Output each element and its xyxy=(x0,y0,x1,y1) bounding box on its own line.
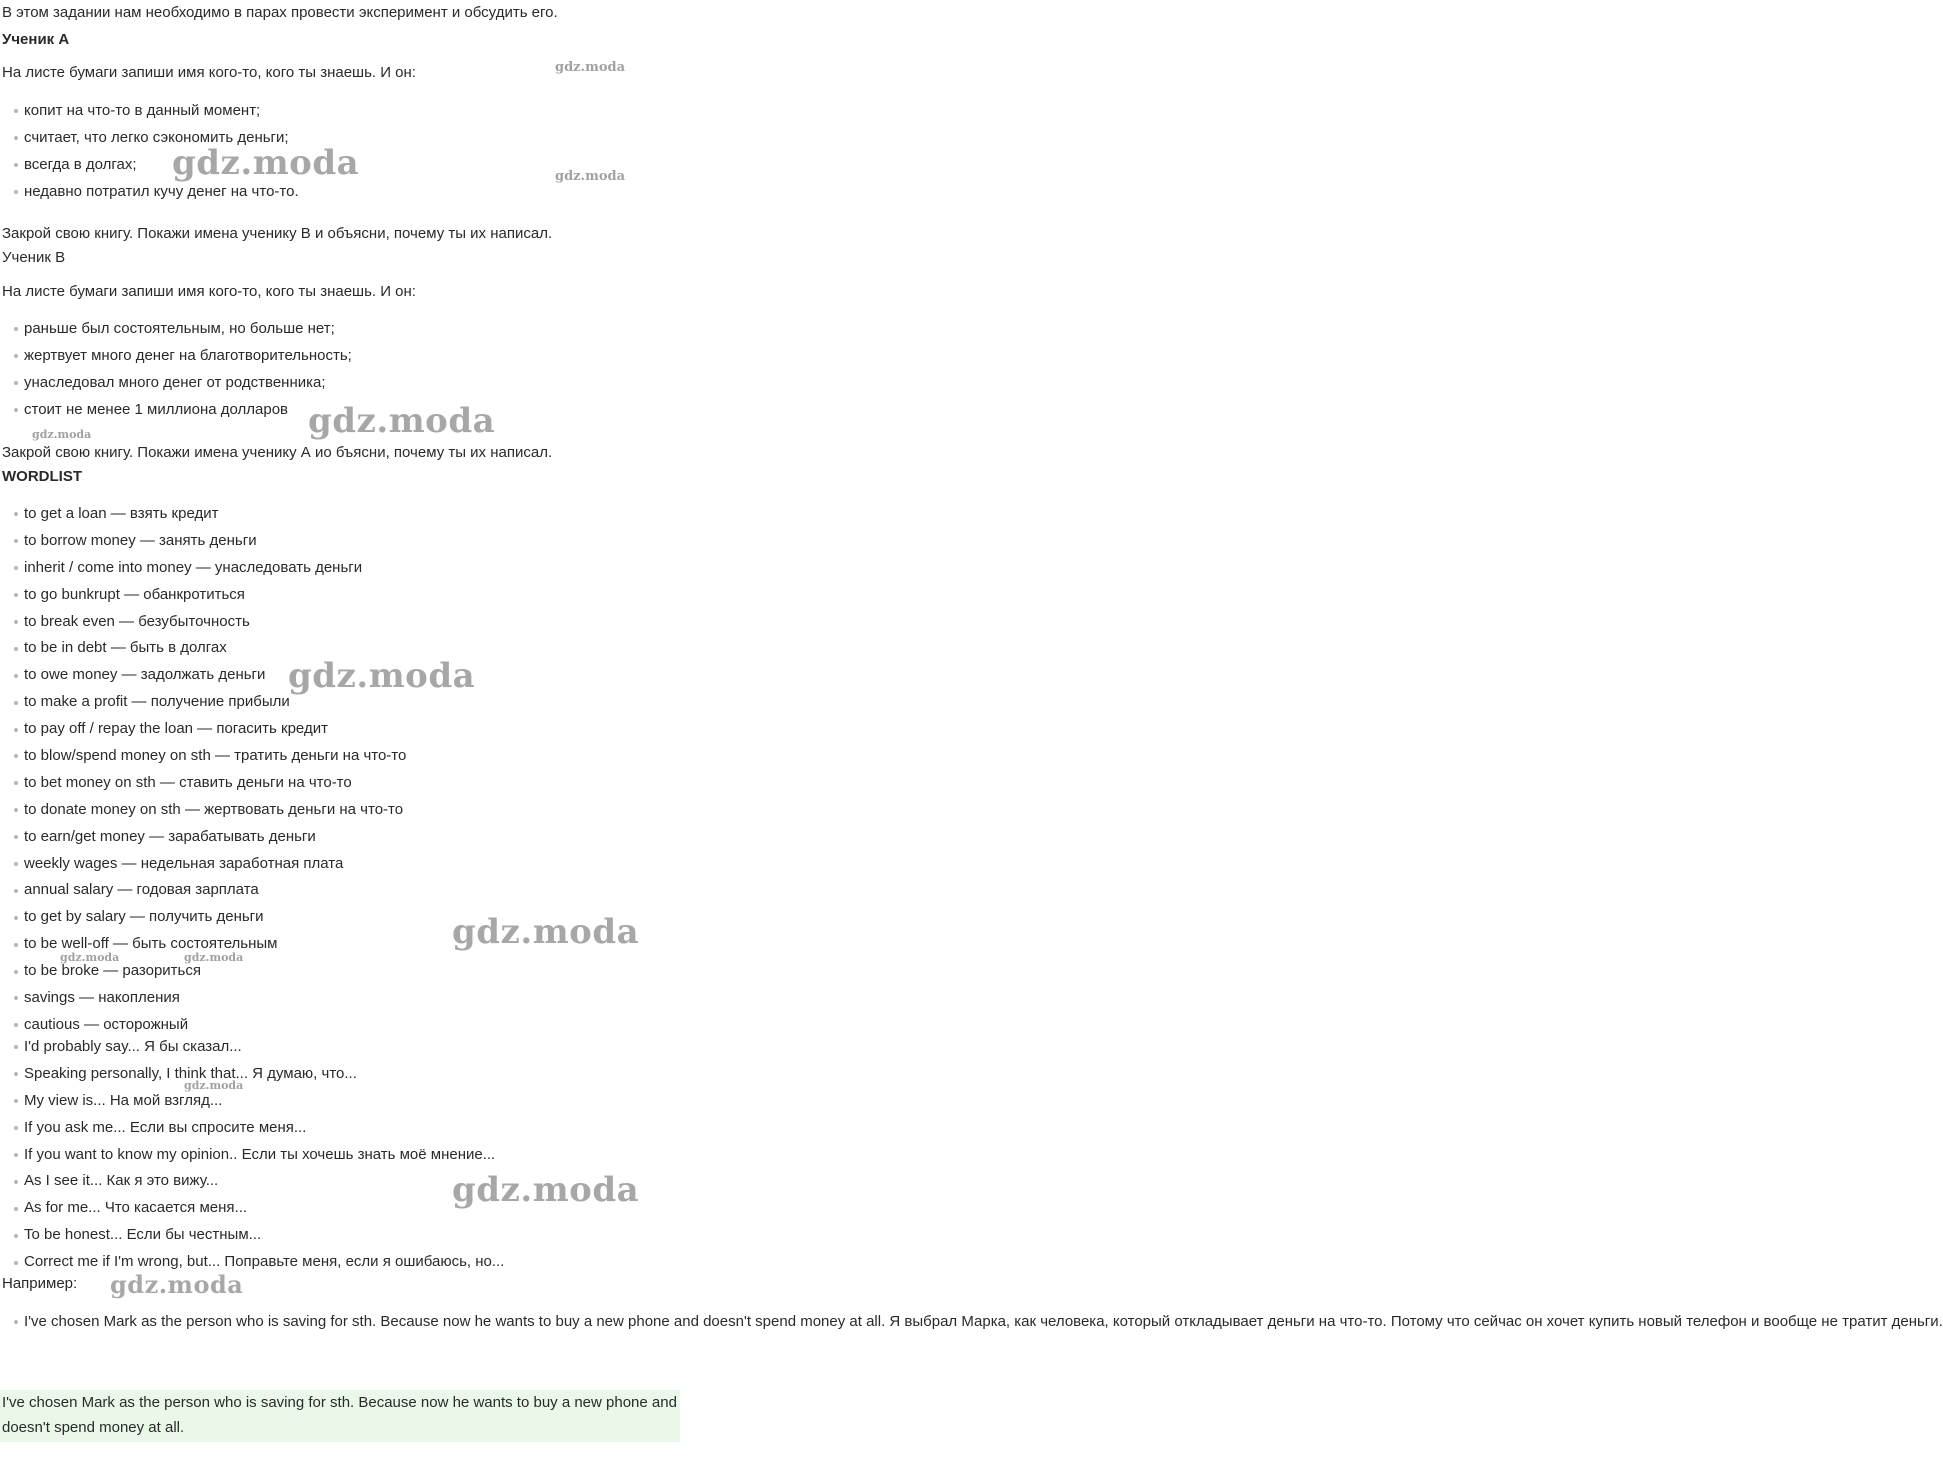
list-item: жертвует много денег на благотворительность; xyxy=(0,342,680,369)
list-item: to make a profit — получение прибыли xyxy=(0,689,680,716)
list-item: inherit / come into money — унаследовать деньги xyxy=(0,555,680,582)
list-item: копит на что-то в данный момент; xyxy=(0,97,680,124)
list-item: to be broke — разориться xyxy=(0,958,680,985)
watermark-small: gdz.moda xyxy=(184,951,244,964)
list-item: Speaking personally, I think that... Я думаю, что... xyxy=(0,1061,680,1088)
watermark-logo: gdz.moda xyxy=(288,656,476,696)
list-item: унаследовал много денег от родственника; xyxy=(0,369,680,396)
list-item: стоит не менее 1 миллиона долларов xyxy=(0,396,680,423)
example-list xyxy=(0,1312,1943,1332)
list-item: If you ask me... Если вы спросите меня... xyxy=(0,1115,680,1142)
phrases-list xyxy=(0,1034,680,1276)
list-item: to get a loan — взять кредит xyxy=(0,501,680,528)
list-item: My view is... На мой взгляд... xyxy=(0,1088,680,1115)
watermark-logo: gdz.moda xyxy=(110,1270,244,1299)
list-item: to blow/spend money on sth — тратить деньги на что-то xyxy=(0,743,680,770)
list-item: savings — накопления xyxy=(0,985,680,1012)
list-item: Correct me if I'm wrong, but... Поправьте меня, если я ошибаюсь, но... xyxy=(0,1249,680,1276)
list-item: To be honest... Если бы честным... xyxy=(0,1222,680,1249)
list-item: to break even — безубыточность xyxy=(0,609,680,636)
student-a-heading: Ученик А xyxy=(2,31,70,48)
list-item: считает, что легко сэкономить деньги; xyxy=(0,124,680,151)
example-item: I've chosen Mark as the person who is saving for sth. Because now he wants to buy a new phone and doesn't spend money at all. Я выбрал Марка, как человека, который откладывает деньги на что-то. Потому что сейчас он хочет купить новый телефон и вообще не тратит деньги. xyxy=(0,1312,680,1332)
watermark-small: gdz.moda xyxy=(60,951,120,964)
watermark-logo: gdz.moda xyxy=(172,143,360,183)
list-item: to be well-off — быть состоятельным xyxy=(0,931,680,958)
student-b-instruction: На листе бумаги запиши имя кого-то, кого ты знаешь. И он: xyxy=(2,283,416,300)
student-a-closing: Закрой свою книгу. Покажи имена ученику В и объясни, почему ты их написал. xyxy=(2,225,553,242)
list-item: to get by salary — получить деньги xyxy=(0,904,680,931)
list-item: to donate money on sth — жертвовать деньги на что-то xyxy=(0,797,680,824)
student-a-instruction: На листе бумаги запиши имя кого-то, кого ты знаешь. И он: xyxy=(2,64,416,81)
list-item: to pay off / repay the loan — погасить кредит xyxy=(0,716,680,743)
list-item: weekly wages — недельная заработная плата xyxy=(0,851,680,878)
watermark-small: gdz.moda xyxy=(555,169,626,184)
list-item: to earn/get money — зарабатывать деньги xyxy=(0,824,680,851)
list-item: annual salary — годовая зарплата xyxy=(0,877,680,904)
list-item: раньше был состоятельным, но больше нет; xyxy=(0,315,680,342)
list-item: to go bunkrupt — обанкротиться xyxy=(0,582,680,609)
highlighted-example: I've chosen Mark as the person who is saving for sth. Because now he wants to buy a new phone and doesn't spend money at all. xyxy=(0,1390,680,1442)
watermark-small: gdz.moda xyxy=(32,428,92,441)
watermark-small: gdz.moda xyxy=(555,60,626,75)
list-item: If you want to know my opinion.. Если ты хочешь знать моё мнение... xyxy=(0,1142,680,1169)
list-item: to be in debt — быть в долгах xyxy=(0,635,680,662)
list-item: всегда в долгах; xyxy=(0,151,680,178)
example-label: Например: xyxy=(2,1275,78,1292)
student-b-closing: Закрой свою книгу. Покажи имена ученику А ио бъясни, почему ты их написал. xyxy=(2,444,553,461)
watermark-small: gdz.moda xyxy=(184,1079,244,1092)
list-item: As for me... Что касается меня... xyxy=(0,1195,680,1222)
intro-text: В этом задании нам необходимо в парах провести эксперимент и обсудить его. xyxy=(2,4,558,21)
list-item: to bet money on sth — ставить деньги на что-то xyxy=(0,770,680,797)
list-item: cautious — осторожный xyxy=(0,1012,680,1039)
list-item: As I see it... Как я это вижу... xyxy=(0,1168,680,1195)
watermark-logo: gdz.moda xyxy=(452,1170,640,1210)
wordlist-heading: WORDLIST xyxy=(2,468,82,485)
student-b-heading: Ученик В xyxy=(2,249,66,266)
watermark-logo: gdz.moda xyxy=(308,401,496,441)
watermark-logo: gdz.moda xyxy=(452,912,640,952)
list-item: недавно потратил кучу денег на что-то. xyxy=(0,178,680,205)
list-item: I'd probably say... Я бы сказал... xyxy=(0,1034,680,1061)
list-item: to owe money — задолжать деньги xyxy=(0,662,680,689)
list-item: to borrow money — занять деньги xyxy=(0,528,680,555)
